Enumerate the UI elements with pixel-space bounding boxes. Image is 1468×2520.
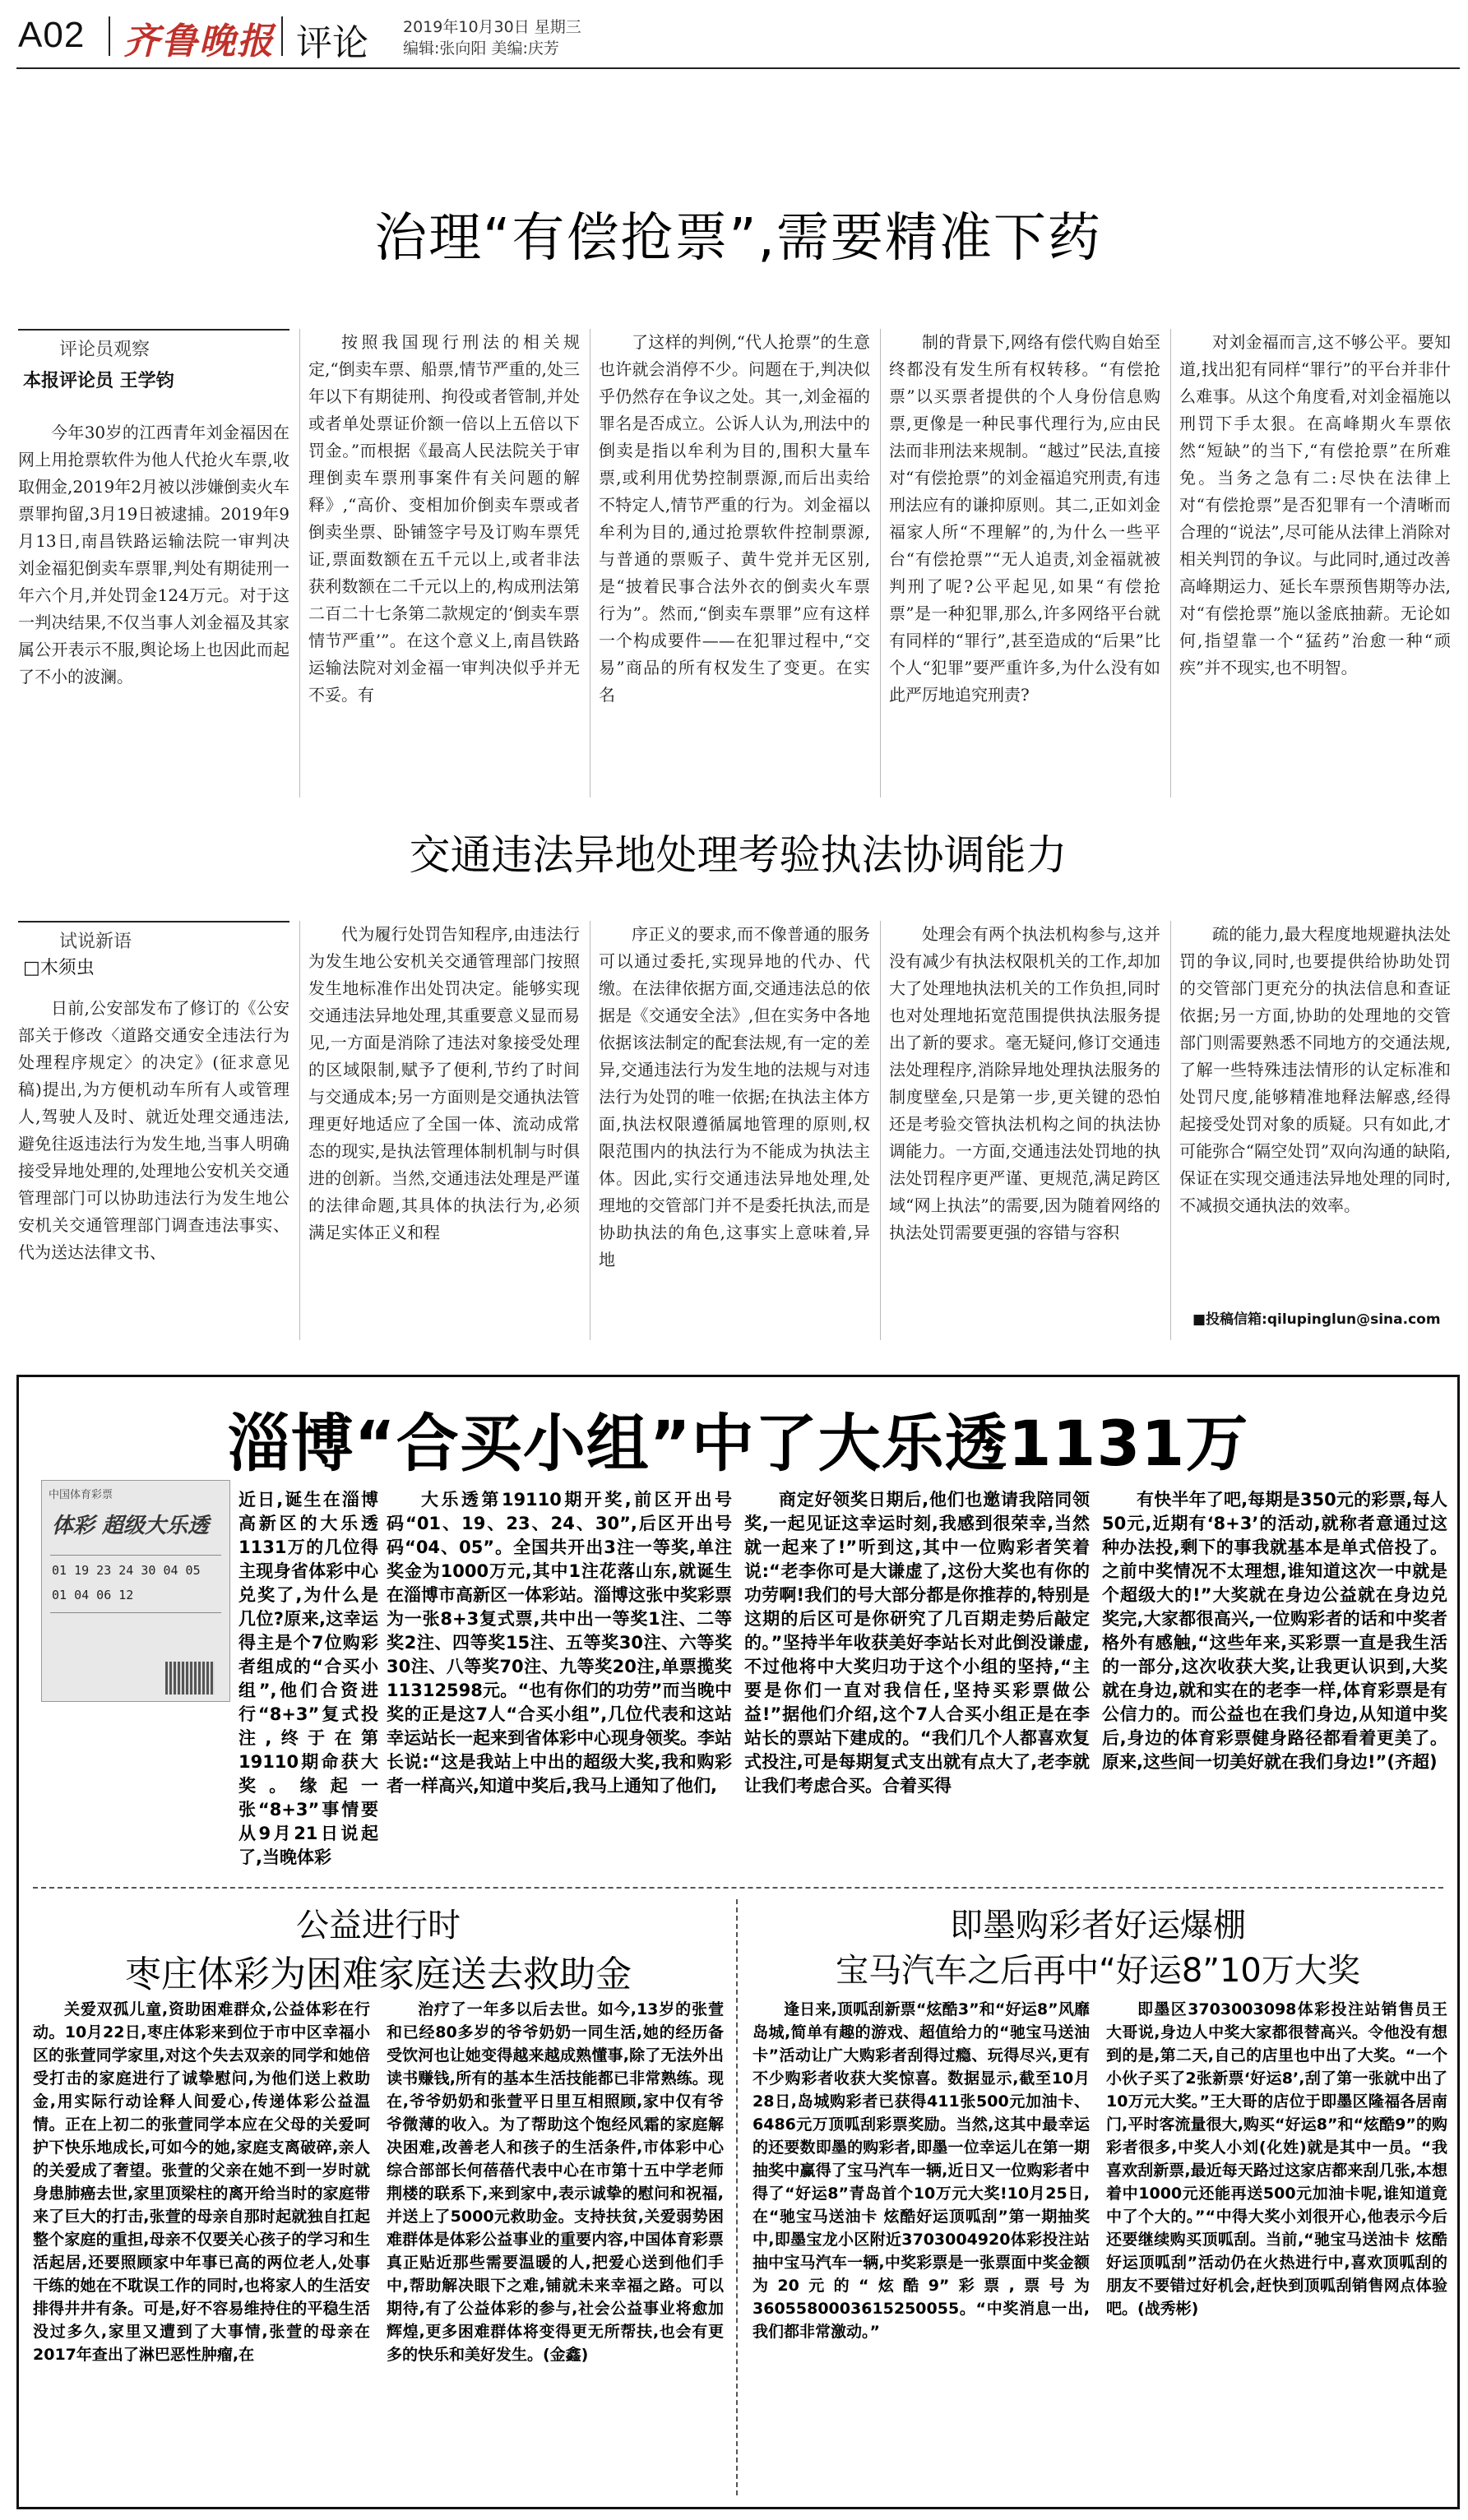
newspaper-logo: 齐鲁晚报 [123,21,275,62]
column-divider [1170,329,1171,798]
top-rule [16,67,1460,69]
masthead-divider [281,16,283,56]
article1-column-3: 了这样的判例,“代人抢票”的生意也许就会消停不少。问题在于,判决似乎仍然存在争议之处。其一,刘金福的罪名是否成立。公诉人认为,刑法中的倒卖是指以牟利为目的,围积大量车票,或利用优势控制票源,而后出卖给不特定人,情节严重的行为。刘金福以牟利为目的,通过抢票软件控制票源,与普通的票贩子、黄牛党并无区别,是“披着民事合法外衣的倒卖火车票行为”。然而,“倒卖车票罪”应有这样一个构成要件——在犯罪过程中,“交易”商品的所有权发生了变更。在实名 [599,332,870,705]
article2-column-2: 代为履行处罚告知程序,由违法行为发生地公安机关交通管理部门按照发生地标准作出处罚决定。能够实现交通违法异地处理,其重要意义显而易见,一方面是消除了违法对象接受处理的区域限制,赋予了便利,节约了时间与交通成本;另一方面则是交通执法管理更好地适应了全国一体、流动成常态的现实,是执法管理体制机制与时俱进的创新。当然,交通违法处理是严谨的法律命题,其具体的执法行为,必须满足实体正义和程 [308,924,580,1242]
lottery-right-kicker: 即墨购彩者好运爆棚 [950,1907,1246,1944]
article1-column-label-box [18,329,289,361]
column-divider [299,329,300,798]
page-number: A02 [18,15,86,55]
lottery-ticket-photo: 中国体育彩票 体彩 超级大乐透 01 19 23 24 30 04 05 01 04 06 12 [41,1480,230,1702]
article2-column-5: 疏的能力,最大程度地规避执法处罚的争议,同时,也要提供给协助处罚的交管部门更充分的执法信息和查证依据;另一方面,协助的处理地的交管部门则需要熟悉不同地方的交通法规,了解一些特殊违法情形的认定标准和处罚尺度,能够精准地释法解惑,经得起接受处罚对象的质疑。只有如此,才可能弥合“隔空处罚”双向沟通的缺陷,保证在实现交通违法异地处理的同时,不减损交通执法的效率。 [1179,924,1451,1215]
article2-column-4: 处理会有两个执法机构参与,这并没有减少有执法权限机关的工作,却加大了处理地执法机关的工作负担,同时也对处理地拓宽范围提供执法服务提出了新的要求。毫无疑问,修订交通违法处理程序,消除异地处理执法服务的制度壁垒,只是第一步,更关键的恐怕还是考验交管执法机构之间的执法协调能力。一方面,交通违法处罚地的执法处罚程序更严谨、更规范,满足跨区域“网上执法”的需要,因为随着网络的执法处罚需要更强的容错与容积 [889,924,1160,1242]
article2-column-label-box [18,921,289,953]
lottery-column-2: 大乐透第19110期开奖,前区开出号码“01、19、23、24、30”,后区开出号码“04、05”。全国共开出3注一等奖,单注奖金为1000万元,其中1注花落山东,就诞生在淄博市高新区一体彩站。淄博这张中奖彩票为一张8+3复式票,共中出一等奖1注、二等奖2注、四等奖15注、五等奖30注、六等奖30注、八等奖70注、九等奖20注,单票揽奖11312598元。“也有你们的功劳”而当晚中奖的正是这7人“合买小组”,几位代表和这站幸运站长一起来到省体彩中心现身领奖。李站长说:“这是我站上中出的超级大奖,我和购彩者一样高兴,知道中奖后,我马上通知了他们, [387,1490,732,1796]
article1-column-4: 制的背景下,网络有偿代购自始至终都没有发生所有权转移。“有偿抢票”以买票者提供的个人身份信息购票,更像是一种民事代理行为,应由民法而非刑法来规制。“越过”民法,直接对“有偿抢票”的刘金福追究刑责,有违刑法应有的谦抑原则。其二,正如刘金福家人所“不理解”的,为什么一些平台“有偿抢票”“无人追责,刘金福就被判刑了呢?公平起见,如果“有偿抢票”是一种犯罪,那么,许多网络平台就有同样的“罪行”,甚至造成的“后果”比个人“犯罪”要严重许多,为什么没有如此严厉地追究刑责? [889,332,1160,705]
column-divider [1170,921,1171,1340]
column-label: 评论员观察 [59,340,151,360]
lottery-right-column-2: 即墨区3703003098体彩投注站销售员王大哥说,身边人中奖大家都很替高兴。令他没有想到的是,第二天,自己的店里也中出了大奖。“一个小伙子买了2张新票‘好运8’,刮了第一张就中出了10万元大奖。”王大哥的店位于即墨区隆福各居南门,平时客流量很大,购买“好运8”和“炫酷9”的购彩者很多,中奖人小刘(化姓)就是其中一员。“我喜欢刮新票,最近每天路过这家店都来刮几张,本想着中1000元还能再送500元加油卡呢,谁知道竟中了个大的。”“中得大奖小刘很开心,他表示今后还要继续购买顶呱刮。当前,“驰宝马送油卡 炫酷好运顶呱刮”活动仍在火热进行中,喜欢顶呱刮的朋友不要错过好机会,赶快到顶呱刮销售网点体验吧。(战秀彬) [1106,2000,1447,2318]
article2-byline: □木须虫 [23,958,95,978]
article2-column-3: 序正义的要求,而不像普通的服务可以通过委托,实现异地的代办、代缴。在法律依据方面,交通违法总的依据是《交通安全法》,但在实务中各地依据该法制定的配套法规,有一定的差异,交通违法行为发生地的法规与对违法行为处罚的唯一依据;在执法主体方面,执法权限遵循属地管理的原则,权限范围内的执法行为不能成为执法主体。因此,实行交通违法异地处理,处理地的交管部门并不是委托执法,而是协助执法的角色,这事实上意味着,异地 [599,924,870,1269]
article2-column-1: 日前,公安部发布了修订的《公安部关于修改〈道路交通安全违法行为处理程序规定〉的决定》(征求意见稿)提出,为方便机动车所有人或管理人,驾驶人及时、就近处理交通违法,避免往返违法行为发生地,当事人明确接受异地处理的,处理地公安机关交通管理部门可以协助违法行为发生地公安机关交通管理部门调查违法事实、代为送达法律文书、 [18,998,289,1262]
article1-column-2: 按照我国现行刑法的相关规定,“倒卖车票、船票,情节严重的,处三年以下有期徒刑、拘役或者管制,并处或者单处票证价额一倍以上五倍以下罚金。”而根据《最高人民法院关于审理倒卖车票刑事案件有关问题的解释》,“高价、变相加价倒卖车票或者倒卖坐票、卧铺签字号及订购车票凭证,票面数额在五千元以上,或者非法获利数额在二千元以上的,构成刑法第二百二十七条第二款规定的‘倒卖车票情节严重’”。在这个意义上,南昌铁路运输法院对刘金福一审判决似乎并无不妥。有 [308,332,580,705]
masthead-divider [109,16,110,56]
lottery-column-3: 商定好领奖日期后,他们也邀请我陪同领奖,一起见证这幸运时刻,我感到很荣幸,当然就一起来了!”听到这,其中一位购彩者笑着说:“老李你可是大谦虚了,这份大奖也有你的功劳啊!我们的号大部分都是你推荐的,特别是这期的后区可是你研究了几百期走势后敲定的。”坚持半年收获美好李站长对此倒没谦虚,不过他将中大奖归功于这个小组的坚持,“主要是你们一直对我信任,坚持买彩票做公益!”据他们介绍,这个7人合买小组正是在李站长的票站下建成的。“我们几个人都喜欢复式投注,可是每期复式支出就有点大了,老李就让我们考虑合买。合着买得 [744,1490,1090,1796]
column-divider [880,921,881,1340]
article1-column-1: 今年30岁的江西青年刘金福因在网上用抢票软件为他人代抢火车票,收取佣金,2019年2月被以涉嫌倒卖火车票罪拘留,3月19日被逮捕。2019年9月13日,南昌铁路运输法院一审判决刘金福犯倒卖车票罪,判处有期徒刑一年六个月,并处罚金124万元。对于这一判决结果,不仅当事人刘金福及其家属公开表示不服,舆论场上也因此而起了不小的波澜。 [18,423,289,687]
column-label: 试说新语 [59,932,132,952]
lottery-right-column-1: 逢日来,顶呱刮新票“炫酷3”和“好运8”风靡岛城,简单有趣的游戏、超值给力的“驰宝马送油卡”活动让广大购彩者刮得过瘾、玩得尽兴,更有不少购彩者收获大奖惊喜。数据显示,截至10月28日,岛城购彩者已获得411张500元加油卡、6486元万顶呱刮彩票奖励。当然,这其中最幸运的还要数即墨的购彩者,即墨一位幸运儿在第一期抽奖中赢得了宝马汽车一辆,近日又一位购彩者中得了“好运8”青岛首个10万元大奖!10月25日,在“驰宝马送油卡 炫酷好运顶呱刮”第一期抽奖中,即墨宝龙小区附近3703004920体彩投注站抽中宝马汽车一辆,中奖彩票是一张票面中奖金额为20元的“炫酷9”彩票,票号为3605580003615250055。“中奖消息一出,我们都非常激动。” [753,2000,1090,2341]
article1-column-5: 对刘金福而言,这不够公平。要知道,找出犯有同样“罪行”的平台并非什么难事。从这个角度看,对刘金福施以刑罚下手太狠。在高峰期火车票依然“短缺”的当下,“有偿抢票”在所难免。当务之急有二:尽快在法律上对“有偿抢票”是否犯罪有一个清晰而合理的“说法”,尽可能从法律上消除对相关判罚的争议。与此同时,通过改善高峰期运力、延长车票预售期等办法,对“有偿抢票”施以釜底抽薪。无论如何,指望靠一个“猛药”治愈一种“顽疾”并不现实,也不明智。 [1179,332,1451,677]
submission-email: ■投稿信箱:qilupinglun@sina.com [1192,1311,1441,1328]
column-divider [299,921,300,1340]
issue-date: 2019年10月30日 星期三 [403,18,581,36]
lottery-headline: 淄博“合买小组”中了大乐透1131万 [227,1407,1249,1480]
article1-byline: 本报评论员 王学钧 [23,371,174,391]
lottery-column-4: 有快半年了吧,每期是350元的彩票,每人50元,近期有‘8+3’的活动,就称者意通过这种办法投,剩下的事我就基本是单式倍投了。之前中奖情况不太理想,谁知道这次一中就是个超级大的!”大奖就在身边公益就在身边兑奖完,大家都很高兴,一位购彩者的话和中奖者格外有感触,“这些年来,买彩票一直是我生活的一部分,这次收获大奖,让我更认识到,大奖就在身边,就和实在的老李一样,体育彩票是有公信力的。而公益也在我们身边,从知道中奖后,身边的体育彩票健身路径都看着更美了。原来,这些间一切美好就在我们身边!”(齐超) [1102,1490,1447,1772]
lottery-left-kicker: 公益进行时 [296,1907,461,1944]
lottery-left-headline: 枣庄体彩为困难家庭送去救助金 [125,1954,632,1995]
lottery-divider [33,1887,1443,1889]
lottery-right-headline: 宝马汽车之后再中“好运8”10万大奖 [836,1952,1360,1990]
editor-credits: 编辑:张向阳 美编:庆芳 [403,39,559,58]
lottery-left-column-1: 关爱双孤儿童,资助困难群众,公益体彩在行动。10月22日,枣庄体彩来到位于市中区幸福小区的张萱同学家里,对这个失去双亲的同学和她倍受打击的家庭进行了诚挚慰问,为他们送上救助金,用实际行动诠释人间爱心,传递体彩公益温情。正在上初二的张萱同学本应在父母的关爱呵护下快乐地成长,可如今的她,家庭支离破碎,亲人的关爱成了奢望。张萱的父亲在她不到一岁时就身患肺癌去世,家里顶梁柱的离开给当时的家庭带来了巨大的打击,张萱的母亲自那时起就独自扛起整个家庭的重担,母亲不仅要关心孩子的学习和生活起居,还要照顾家中年事已高的两位老人,处事干练的她在不耽误工作的同时,也将家人的生活安排得井井有条。可是,好不容易维持住的平稳生活没过多久,家里又遭到了大事情,张萱的母亲在2017年查出了淋巴恶性肿瘤,在 [33,2000,370,2364]
lottery-column-1a: 近日,诞生在淄博高新区的大乐透1131万的几位得主现身省体彩中心兑奖了,为什么是几位?原来,这幸运得主是个7位购彩者组成的“合买小组”,他们合资进行“8+3”复式投注,终于在第19110期命获大奖。缘起一张“8+3”事情要从9月21日说起了,当晚体彩 [238,1490,378,1867]
section-name: 评论 [296,22,368,64]
lottery-vertical-divider [736,1899,738,2495]
lottery-left-column-2: 治疗了一年多以后去世。如今,13岁的张萱和已经80多岁的爷爷奶奶一同生活,她的经历备受饮河也让她变得越来越成熟懂事,除了无法外出读书赚钱,所有的基本生活技能都已非常熟练。现在,爷爷奶奶和张萱平日里互相照顾,家中仅有爷爷微薄的收入。为了帮助这个饱经风霜的家庭解决困难,改善老人和孩子的生活条件,市体彩中心综合部部长何蓓蓓代表中心在市第十五中学老师荆楼的联系下,来到家中,表示诚挚的慰问和祝福,并送上了5000元救助金。支持扶贫,关爱弱势困难群体是体彩公益事业的重要内容,中国体育彩票真正贴近那些需要温暖的人,把爱心送到他们手中,帮助解决眼下之难,铺就未来幸福之路。可以期待,有了公益体彩的参与,社会公益事业将愈加辉煌,更多困难群体将变得更无所帮扶,也会有更多的快乐和美好发生。(金鑫) [387,2000,724,2364]
article2-headline: 交通违法异地处理考验执法协调能力 [409,831,1067,879]
article1-headline: 治理“有偿抢票”,需要精准下药 [374,208,1102,269]
column-divider [880,329,881,798]
